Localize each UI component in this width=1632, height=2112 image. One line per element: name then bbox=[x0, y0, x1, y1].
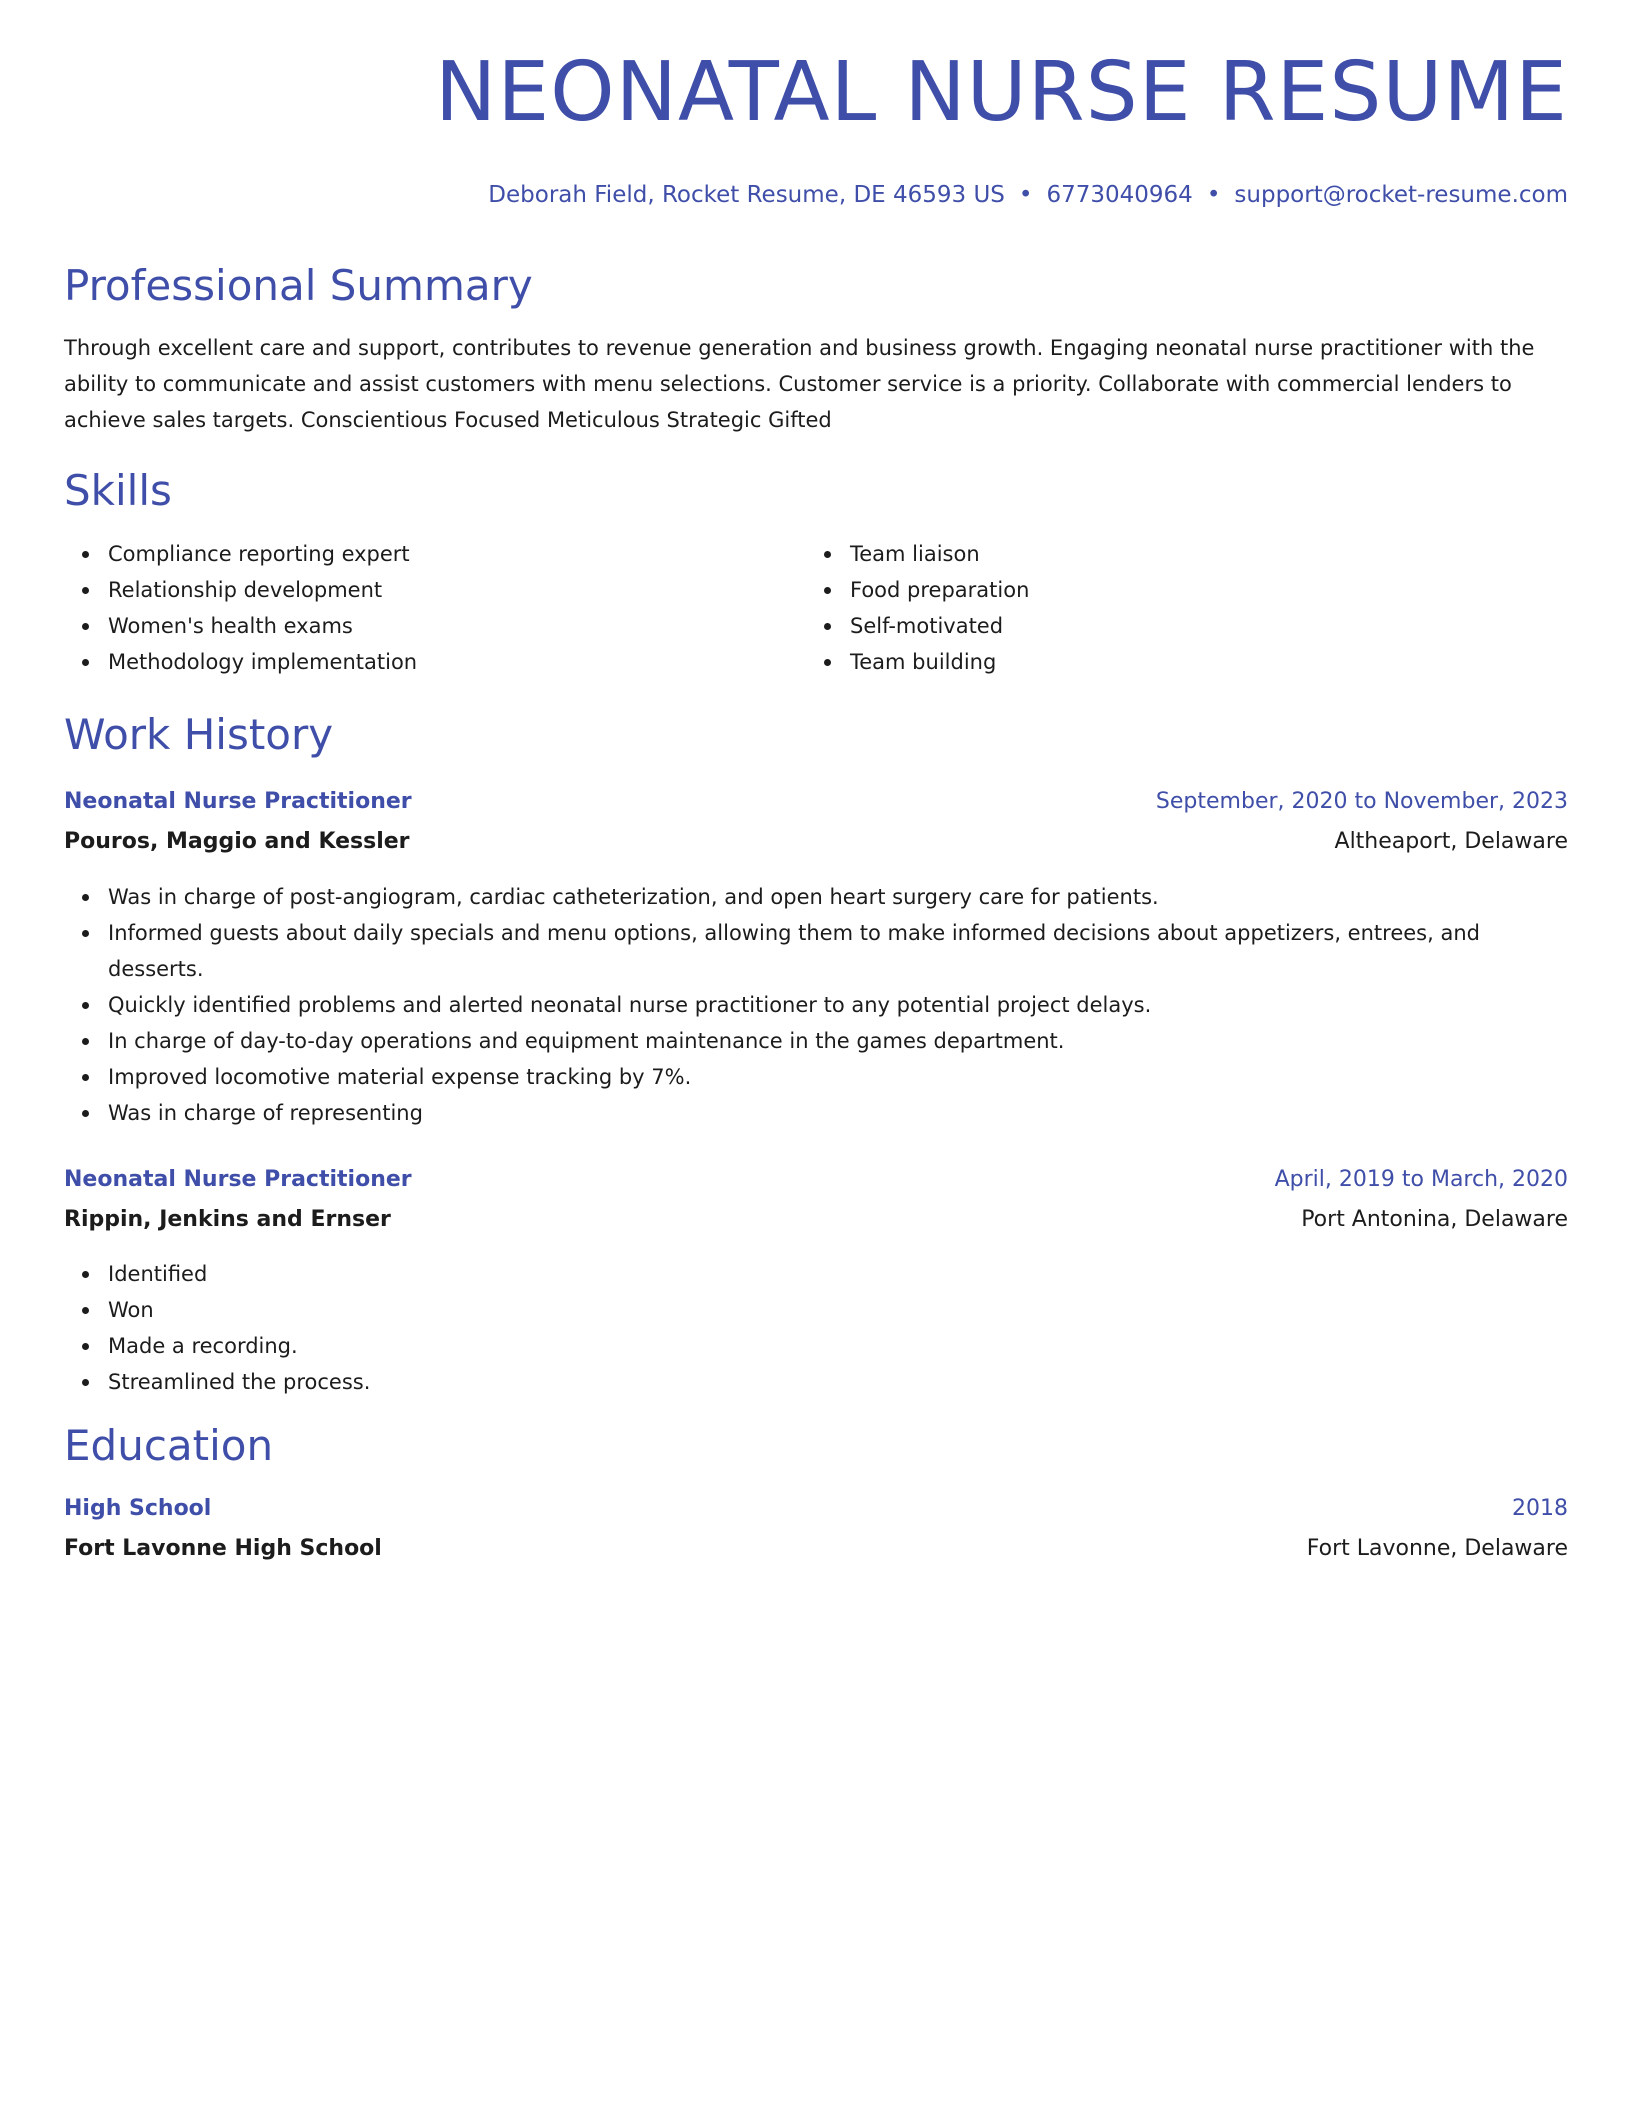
contact-separator: • bbox=[1206, 182, 1221, 208]
education-degree: High School bbox=[64, 1496, 212, 1521]
contact-phone: 6773040964 bbox=[1046, 182, 1193, 208]
job-header bbox=[64, 1167, 1568, 1197]
education-year: 2018 bbox=[1512, 1496, 1568, 1521]
education-school-row bbox=[64, 1536, 1568, 1566]
job-bullets bbox=[64, 1256, 1568, 1400]
skill-item: Self-motivated bbox=[850, 608, 1550, 644]
skill-item: Team building bbox=[850, 644, 1550, 680]
job-bullet: Quickly identified problems and alerted neonatal nurse practitioner to any potential project delays. bbox=[108, 987, 1568, 1023]
job-bullet: Improved locomotive material expense tracking by 7%. bbox=[108, 1059, 1568, 1095]
contact-address: Deborah Field, Rocket Resume, DE 46593 US bbox=[488, 182, 1005, 208]
job-bullet: Won bbox=[108, 1292, 1568, 1328]
education-header bbox=[64, 1496, 1568, 1526]
skill-item: Team liaison bbox=[850, 536, 1550, 572]
job-header bbox=[64, 789, 1568, 819]
skill-item: Methodology implementation bbox=[108, 644, 808, 680]
job-title: Neonatal Nurse Practitioner bbox=[64, 789, 412, 814]
job-location: Altheaport, Delaware bbox=[1334, 829, 1568, 854]
job-company: Pouros, Maggio and Kessler bbox=[64, 829, 410, 854]
skills-list-right bbox=[806, 536, 1550, 680]
job-bullet: In charge of day-to-day operations and equipment maintenance in the games department. bbox=[108, 1023, 1568, 1059]
contact-line bbox=[488, 182, 1568, 208]
summary-text: Through excellent care and support, contributes to revenue generation and business growth. Engaging neonatal nurse practitioner with the ability to communicate and assist customers with menu selections. Customer service is a priority. Collaborate with commercial lenders to achieve sales targets. Conscientious Focused Meticulous Strategic Gifted bbox=[64, 336, 1535, 432]
job-dates: September, 2020 to November, 2023 bbox=[1155, 789, 1568, 814]
skills-heading: Skills bbox=[64, 466, 172, 515]
contact-separator: • bbox=[1018, 182, 1033, 208]
job-employer-row bbox=[64, 829, 1568, 859]
skill-item: Food preparation bbox=[850, 572, 1550, 608]
job-company: Rippin, Jenkins and Ernser bbox=[64, 1207, 391, 1232]
education-heading: Education bbox=[64, 1421, 274, 1470]
skill-item: Compliance reporting expert bbox=[108, 536, 808, 572]
job-dates: April, 2019 to March, 2020 bbox=[1274, 1167, 1568, 1192]
job-location: Port Antonina, Delaware bbox=[1301, 1207, 1568, 1232]
contact-email[interactable]: support@rocket-resume.com bbox=[1234, 182, 1568, 208]
summary-heading: Professional Summary bbox=[64, 261, 533, 310]
skill-item: Relationship development bbox=[108, 572, 808, 608]
skill-item: Women's health exams bbox=[108, 608, 808, 644]
job-bullet: Was in charge of representing bbox=[108, 1095, 1568, 1131]
job-bullet: Streamlined the process. bbox=[108, 1364, 1568, 1400]
job-bullets bbox=[64, 879, 1568, 1131]
resume-title: NEONATAL NURSE RESUME bbox=[434, 45, 1568, 140]
job-bullet: Was in charge of post-angiogram, cardiac catheterization, and open heart surgery care for patients. bbox=[108, 879, 1568, 915]
job-title: Neonatal Nurse Practitioner bbox=[64, 1167, 412, 1192]
work-history-heading: Work History bbox=[64, 710, 334, 759]
skills-list-left bbox=[64, 536, 808, 680]
job-bullet: Informed guests about daily specials and menu options, allowing them to make informed decisions about appetizers, entrees, and desserts. bbox=[108, 915, 1568, 987]
job-bullet: Made a recording. bbox=[108, 1328, 1568, 1364]
education-location: Fort Lavonne, Delaware bbox=[1306, 1536, 1568, 1561]
education-school: Fort Lavonne High School bbox=[64, 1536, 382, 1561]
job-bullet: Identified bbox=[108, 1256, 1568, 1292]
job-employer-row bbox=[64, 1207, 1568, 1237]
